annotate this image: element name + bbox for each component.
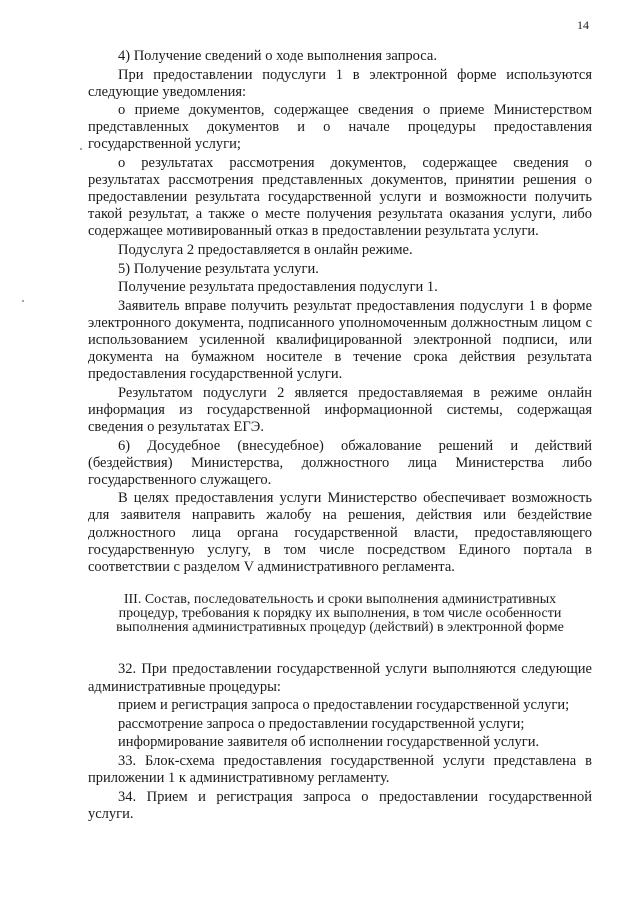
paragraph: Заявитель вправе получить результат предоставления подуслуги 1 в форме электронного документа, подписанного уполномоченным должностным лицом с использованием усиленной квалифицированной электронной подписи, или документа на бумажном носителе в течение срока действия результата предоставления государственной услуги. xyxy=(88,297,592,383)
page-number: 14 xyxy=(577,18,589,32)
paragraph: 34. Прием и регистрация запроса о предоставлении государственной услуги. xyxy=(88,788,592,822)
paragraph: Получение результата предоставления подуслуги 1. xyxy=(118,279,438,296)
paragraph: В целях предоставления услуги Министерство обеспечивает возможность для заявителя направить жалобу на решения, действия или бездействие должностного лица органа государственной власти, предоставляющего государственную услугу, в том числе посредством Единого портала в соответствии с разделом V административного регламента. xyxy=(88,490,592,575)
section-heading: III. Состав, последовательность и сроки выполнения административных процедур, требования к порядку их выполнения, в том числе особенности выполнения административных процедур (действий) в электронной форме xyxy=(116,591,564,636)
paragraph: 33. Блок-схема предоставления государственной услуги представлена в приложении 1 к административному регламенту. xyxy=(88,752,592,786)
paragraph: Результатом подуслуги 2 является предоставляемая в режиме онлайн информация из государственной информационной системы, содержащая сведения о результатах ЕГЭ. xyxy=(88,384,592,435)
paragraph: 5) Получение результата услуги. xyxy=(118,260,319,277)
scan-speck xyxy=(22,300,24,302)
paragraph: 6) Досудебное (внесудебное) обжалование решений и действий (бездействия) Министерства, должностного лица Министерства либо государственного служащего. xyxy=(88,437,592,488)
paragraph: о приеме документов, содержащее сведения о приеме Министерством представленных документов и о начале процедуры предоставления государственной услуги; xyxy=(88,102,592,153)
scan-speck xyxy=(80,148,82,150)
paragraph: рассмотрение запроса о предоставлении государственной услуги; xyxy=(118,715,525,732)
paragraph: информирование заявителя об исполнении государственной услуги. xyxy=(118,734,540,751)
paragraph: При предоставлении подуслуги 1 в электронной форме используются следующие уведомления: xyxy=(88,66,592,100)
paragraph: о результатах рассмотрения документов, содержащее сведения о результатах рассмотрения представленных документов, принятии решения о предоставлении результата государственной услуги и возможности получить такой результат, а также о месте получения результата оказания услуги, либо содержащее мотивированный отказ в предоставлении результата услуги. xyxy=(88,155,592,240)
paragraph: 4) Получение сведений о ходе выполнения запроса. xyxy=(118,48,437,64)
document-body xyxy=(88,48,592,824)
paragraph: прием и регистрация запроса о предоставлении государственной услуги; xyxy=(118,697,570,714)
paragraph: 32. При предоставлении государственной услуги выполняются следующие административные процедуры: xyxy=(88,661,592,695)
paragraph: Подуслуга 2 предоставляется в онлайн режиме. xyxy=(118,242,413,259)
